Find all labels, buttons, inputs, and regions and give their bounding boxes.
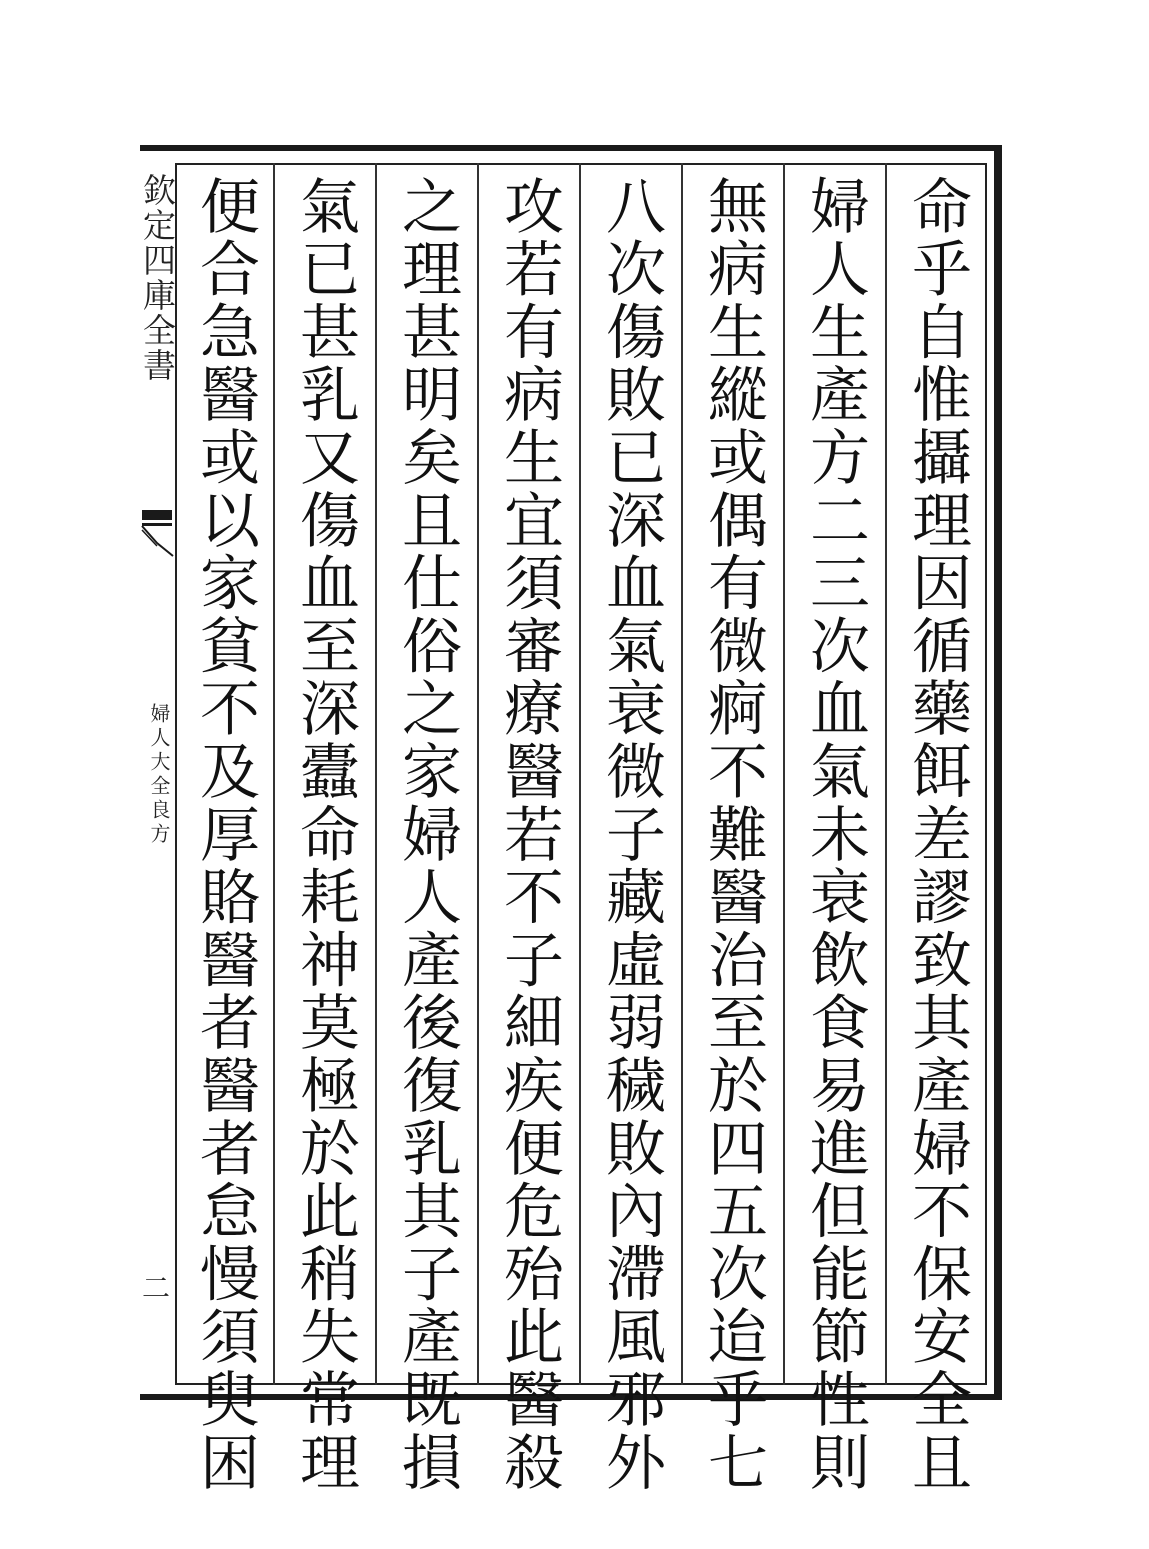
page-margin-column <box>140 163 175 1385</box>
column-divider <box>375 163 377 1385</box>
text-columns <box>175 163 987 1494</box>
column-text: 婦人生產方二三次血氣未衰飲食易進但能節性則 <box>800 175 870 1494</box>
column-text: 無病生縱或偶有微痾不難醫治至於四五次迨乎七 <box>698 175 768 1494</box>
fish-tail-mark-icon <box>140 508 175 558</box>
column-text: 八次傷敗已深血氣衰微子藏虛弱穢敗內滯風邪外 <box>596 175 666 1494</box>
column-divider <box>681 163 683 1385</box>
column-divider <box>885 163 887 1385</box>
text-column-3 <box>683 163 783 1494</box>
text-column-7 <box>275 163 375 1494</box>
column-divider <box>783 163 785 1385</box>
column-divider <box>477 163 479 1385</box>
book-title: 婦人大全良方 <box>147 703 171 847</box>
column-text: 命乎自惟攝理因循藥餌差謬致其產婦不保安全且 <box>902 175 972 1494</box>
text-column-8 <box>175 163 275 1494</box>
text-column-6 <box>377 163 477 1494</box>
column-divider <box>579 163 581 1385</box>
collection-title: 欽定四庫全書 <box>138 173 177 383</box>
column-text: 之理甚明矣且仕俗之家婦人產後復乳其子產既損 <box>392 175 462 1494</box>
text-column-4 <box>581 163 681 1494</box>
text-column-1 <box>887 163 987 1494</box>
page-number: 二 <box>138 1273 171 1301</box>
text-column-2 <box>785 163 885 1494</box>
column-text: 便合急醫或以家貧不及厚賂醫者醫者怠慢須臾困 <box>190 175 260 1494</box>
column-text: 攻若有病生宜須審療醫若不子細疾便危殆此醫殺 <box>494 175 564 1494</box>
text-column-5 <box>479 163 579 1494</box>
column-text: 氣已甚乳又傷血至深蠹命耗神莫極於此稍失常理 <box>290 175 360 1494</box>
